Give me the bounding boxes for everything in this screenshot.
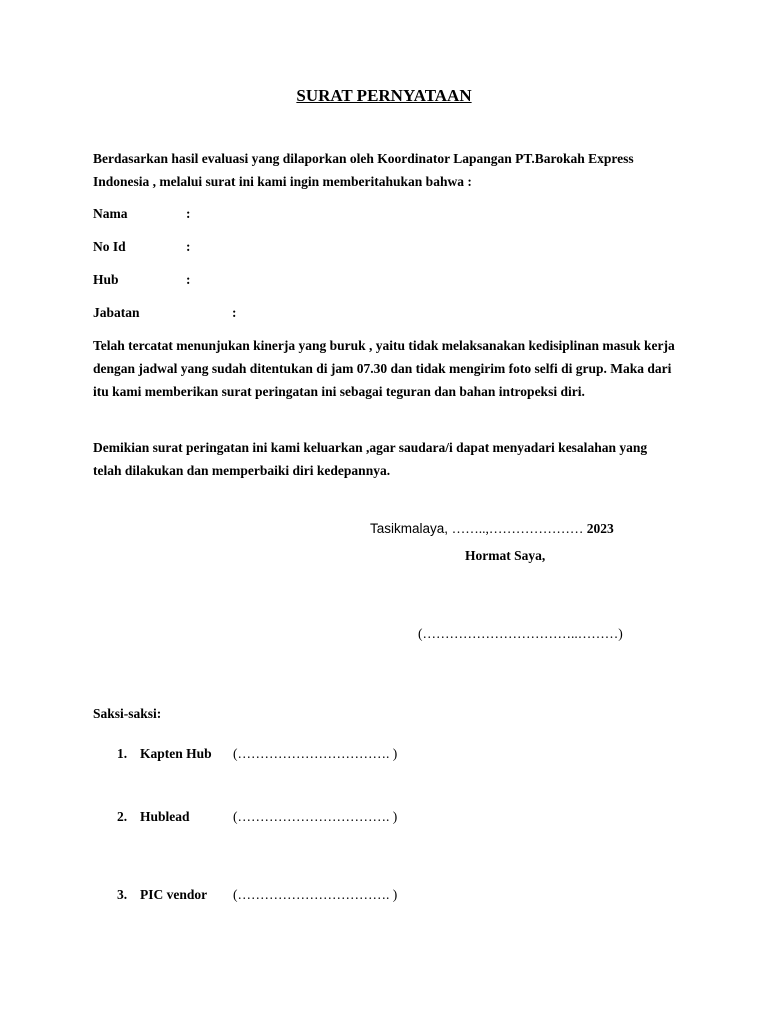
field-colon-jabatan: : <box>232 305 237 320</box>
witness-signature-line: (……………………………. ) <box>233 746 398 761</box>
document-title: SURAT PERNYATAAN <box>296 86 472 105</box>
witness-signature-line: (……………………………. ) <box>233 887 398 902</box>
field-label-hub: Hub <box>93 272 119 287</box>
witness-item-pic-vendor <box>117 887 397 903</box>
field-colon-no-id: : <box>186 239 191 254</box>
body-paragraph-1: Telah tercatat menunjukan kinerja yang buruk , yaitu tidak melaksanakan kedisiplinan masuk kerja dengan jadwal yang sudah ditentukan di jam 07.30 dan tidak mengirim foto selfi di grup. Maka dari itu kami memberikan surat peringatan ini sebagai teguran dan bahan intropeksi diri. <box>93 338 675 399</box>
signature-place-date <box>370 521 614 537</box>
signature-date-dots: ……..,………………… <box>451 521 587 536</box>
field-label-nama: Nama <box>93 206 128 221</box>
witness-role: PIC vendor <box>140 887 208 902</box>
witness-number: 2. <box>117 809 128 824</box>
witness-role: Hublead <box>140 809 190 824</box>
field-label-no-id: No Id <box>93 239 126 254</box>
signature-place: Tasikmalaya, <box>370 521 452 536</box>
field-label-jabatan: Jabatan <box>93 305 140 320</box>
witness-number: 1. <box>117 746 128 761</box>
field-colon-hub: : <box>186 272 191 287</box>
signature-closing: Hormat Saya, <box>465 548 546 563</box>
witness-signature-line: (……………………………. ) <box>233 809 398 824</box>
witness-item-kapten-hub <box>117 746 397 762</box>
witness-role: Kapten Hub <box>140 746 212 761</box>
body-paragraph-2: Demikian surat peringatan ini kami keluarkan ,agar saudara/i dapat menyadari kesalahan yang telah dilakukan dan memperbaiki diri kedepannya. <box>93 440 648 478</box>
signature-year: 2023 <box>586 521 614 536</box>
witness-item-hublead <box>117 809 397 825</box>
witnesses-heading: Saksi-saksi: <box>93 706 162 721</box>
field-colon-nama: : <box>186 206 191 221</box>
witness-number: 3. <box>117 887 128 902</box>
signature-name-line: (……………………………..………) <box>418 626 623 641</box>
intro-paragraph: Berdasarkan hasil evaluasi yang dilaporkan oleh Koordinator Lapangan PT.Barokah Express Indonesia , melalui surat ini kami ingin memberitahukan bahwa : <box>93 151 634 189</box>
